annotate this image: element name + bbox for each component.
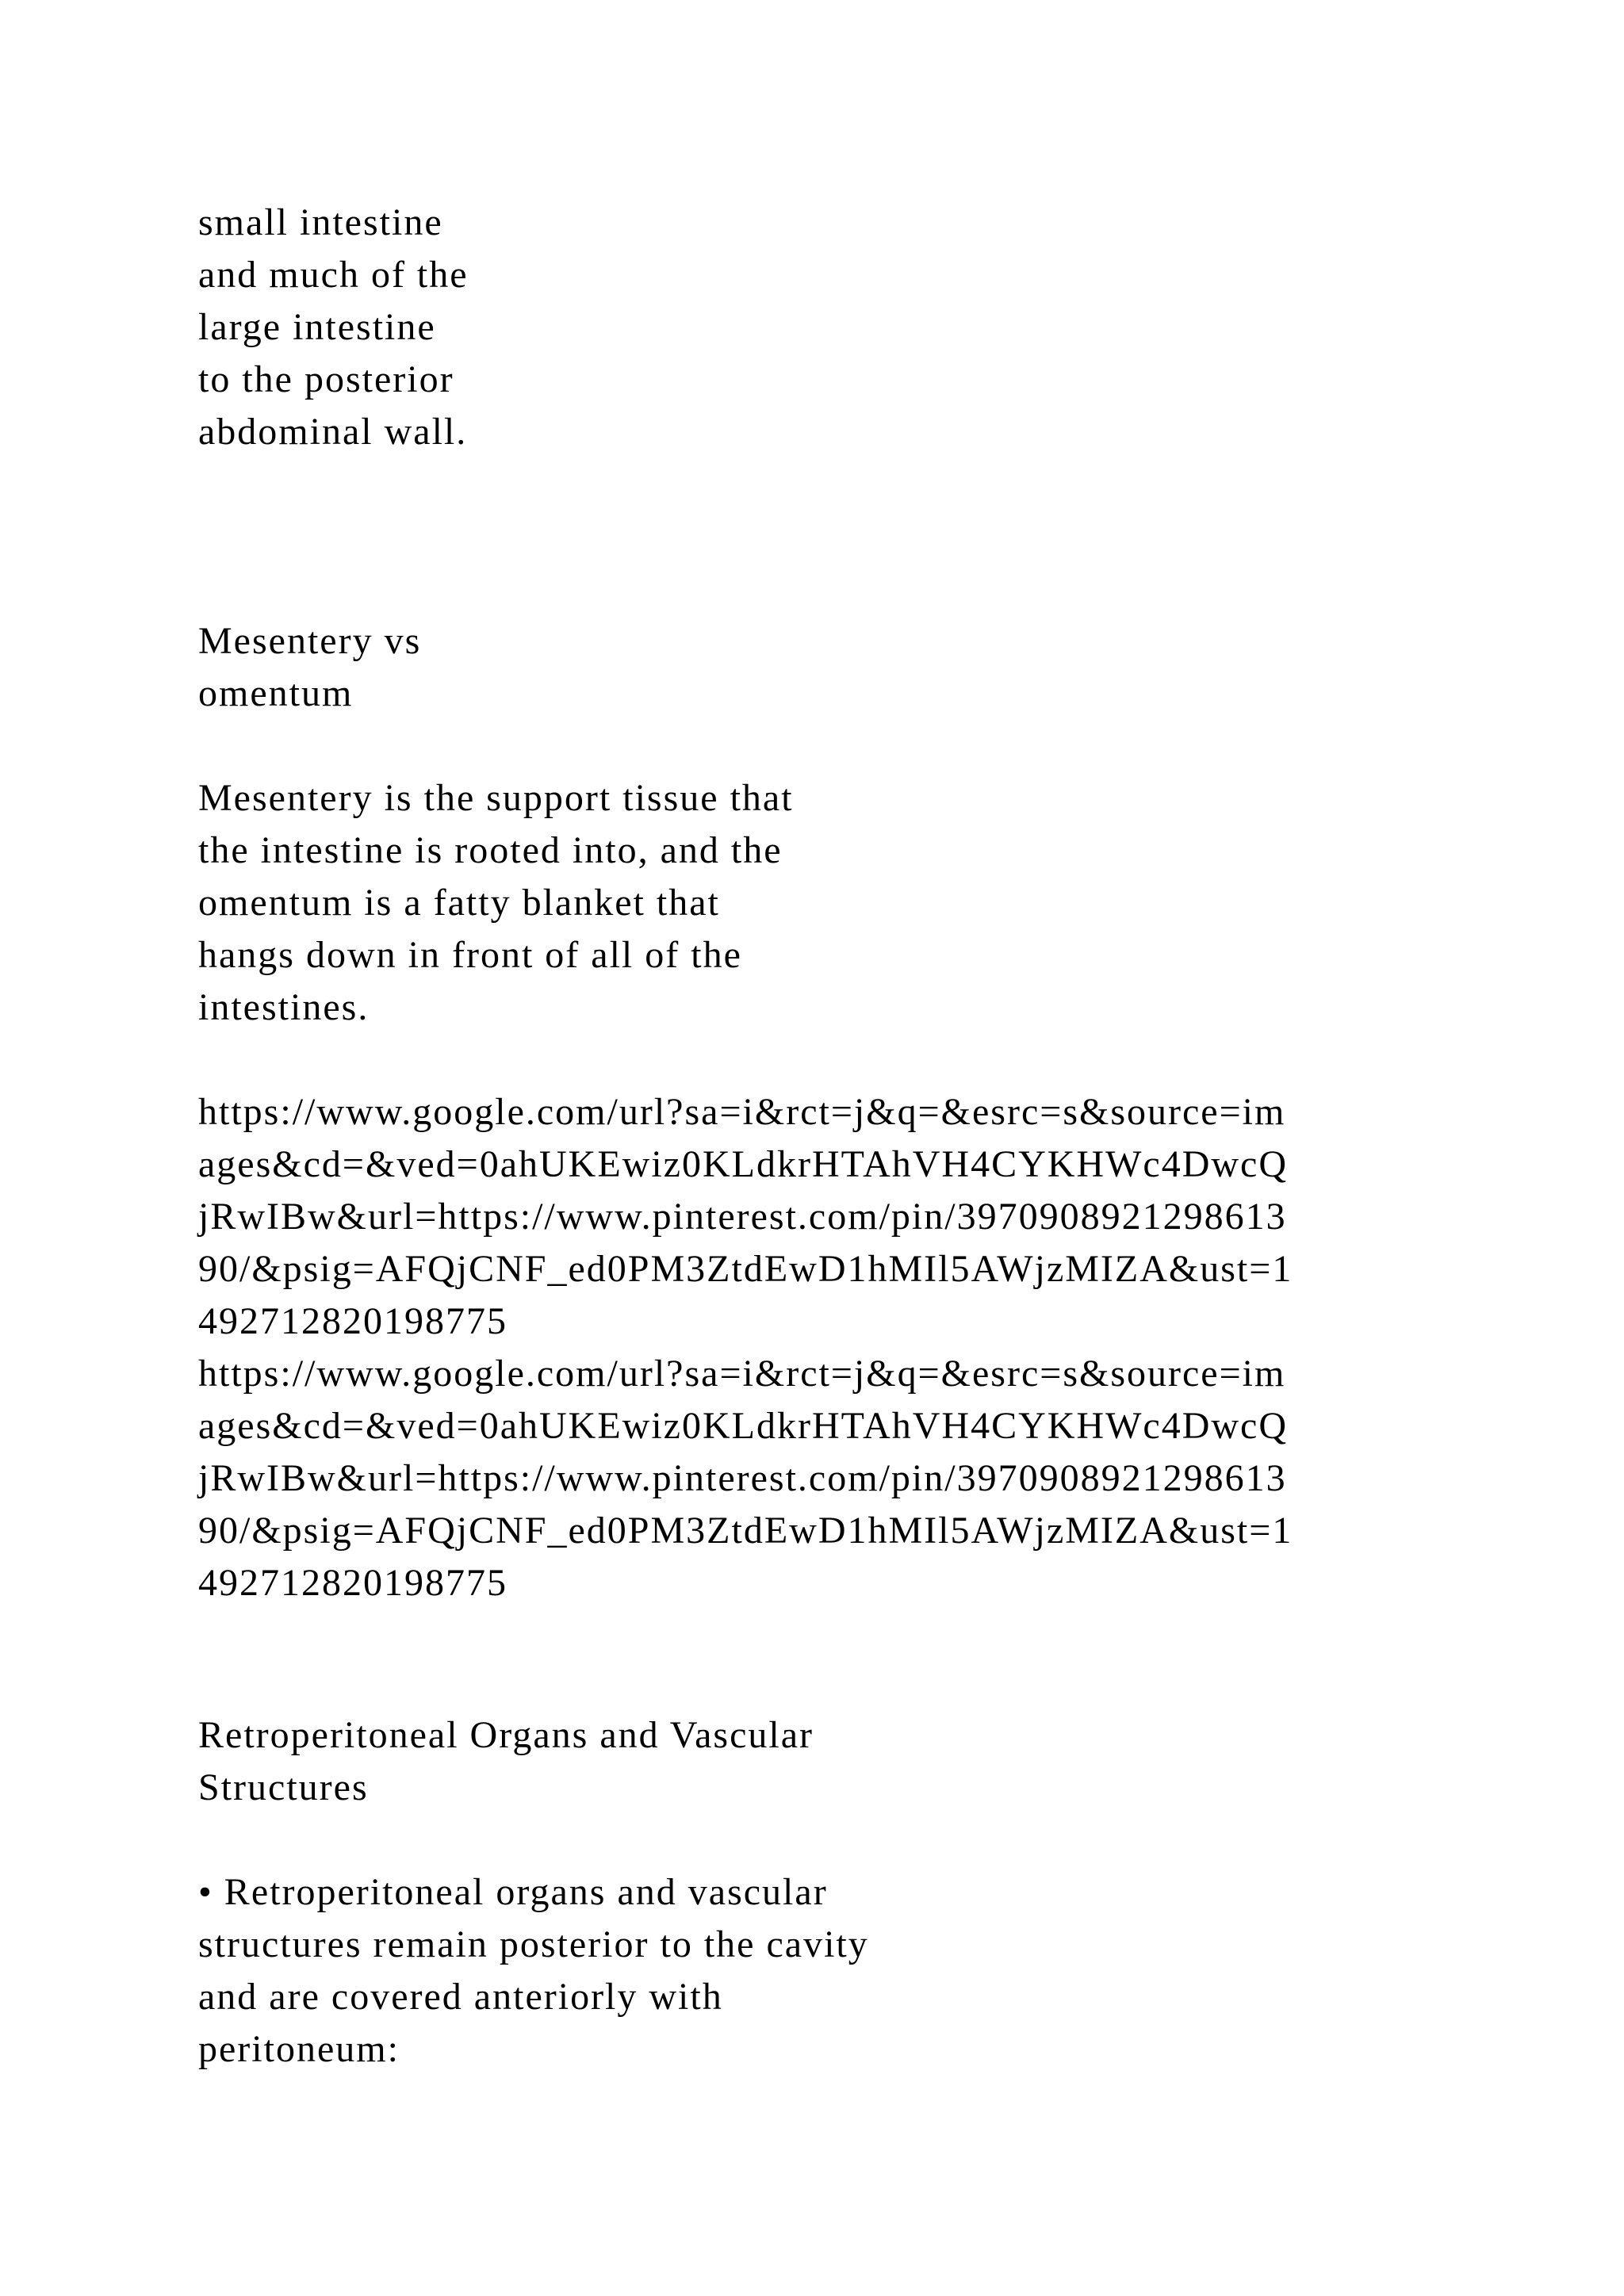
text-line: large intestine [198,306,436,348]
heading-line: Retroperitoneal Organs and Vascular [198,1714,814,1756]
text-line: structures remain posterior to the cavity [198,1923,869,1965]
url-line: https://www.google.com/url?sa=i&rct=j&q=&esrc=s&source=im [198,1091,1286,1133]
url-reference-1 [198,1086,1293,1348]
url-line: ages&cd=&ved=0ahUKEwiz0KLdkrHTAhVH4CYKHWc4DwcQ [198,1143,1288,1185]
mesentery-heading [198,615,421,720]
url-line: jRwIBw&url=https://www.pinterest.com/pin/3970908921298613 [198,1457,1287,1499]
url-line: ages&cd=&ved=0ahUKEwiz0KLdkrHTAhVH4CYKHWc4DwcQ [198,1405,1288,1447]
text-line: and are covered anteriorly with [198,1976,723,2018]
text-line: small intestine [198,201,443,243]
url-line: jRwIBw&url=https://www.pinterest.com/pin/3970908921298613 [198,1196,1287,1238]
retroperitoneal-heading [198,1709,814,1814]
text-line: Mesentery is the support tissue that [198,777,794,819]
text-line: the intestine is rooted into, and the [198,829,783,871]
url-line: https://www.google.com/url?sa=i&rct=j&q=&esrc=s&source=im [198,1353,1286,1395]
text-line: omentum is a fatty blanket that [198,882,720,924]
url-reference-2 [198,1348,1293,1609]
heading-line: omentum [198,672,354,714]
text-line: and much of the [198,254,469,296]
text-line: hangs down in front of all of the [198,934,742,976]
retroperitoneal-bullet [198,1866,869,2076]
url-line: 90/&psig=AFQjCNF_ed0PM3ZtdEwD1hMIl5AWjzMIZA&ust=1 [198,1510,1293,1552]
heading-line: Mesentery vs [198,620,422,662]
text-line: intestines. [198,986,370,1028]
url-line: 492712820198775 [198,1562,508,1604]
text-line: abdominal wall. [198,411,468,453]
heading-line: Structures [198,1766,369,1808]
bullet-line: • Retroperitoneal organs and vascular [198,1871,828,1913]
intro-fragment-paragraph [198,197,469,458]
text-line: to the posterior [198,358,454,400]
text-line: peritoneum: [198,2028,400,2070]
mesentery-paragraph [198,772,794,1034]
url-line: 492712820198775 [198,1300,508,1342]
url-line: 90/&psig=AFQjCNF_ed0PM3ZtdEwD1hMIl5AWjzMIZA&ust=1 [198,1248,1293,1290]
